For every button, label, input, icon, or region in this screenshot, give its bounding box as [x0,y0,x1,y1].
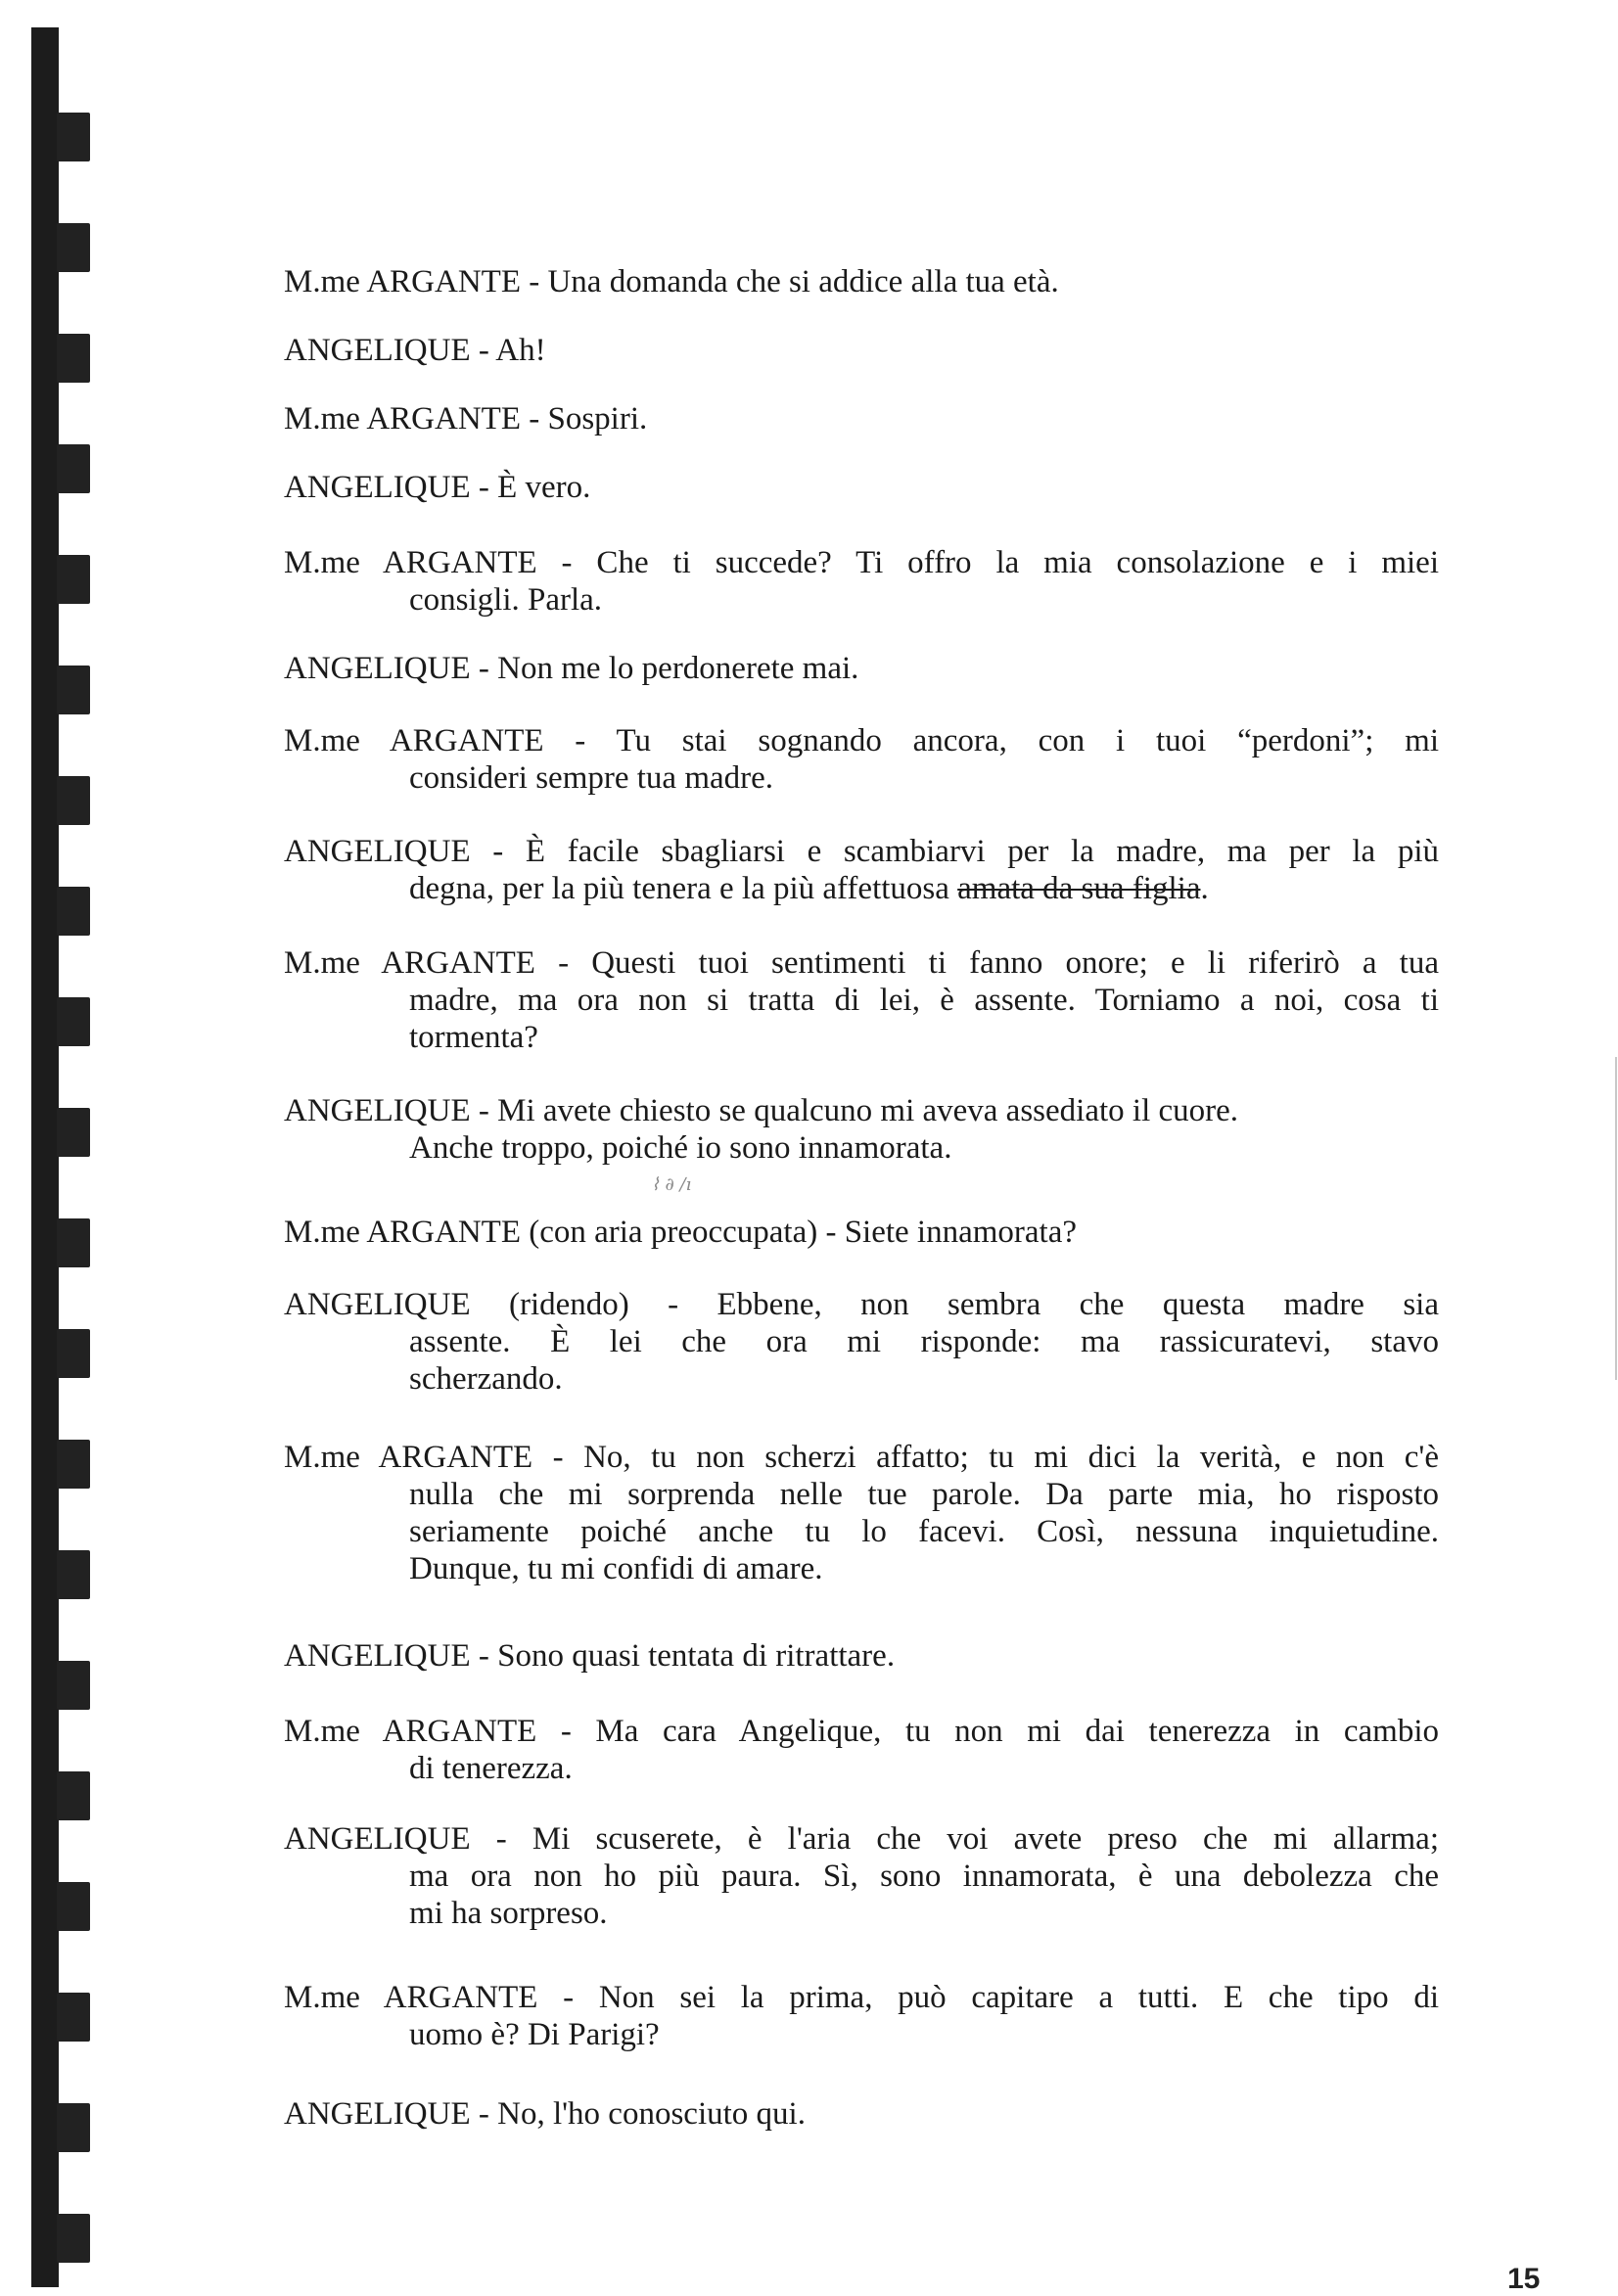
speech-line: M.me ARGANTE - Una domanda che si addice alla tua età. [284,264,1059,299]
speech-continuation-line: mi ha sorpreso. [409,1896,608,1931]
speech-continuation-line: degna, per la più tenera e la più affettuosa amata da sua figlia. [409,871,1209,906]
page-edge-line [1615,1057,1617,1380]
speech-continuation-line: madre, ma ora non si tratta di lei, è assente. Torniamo a noi, cosa ti [409,983,1439,1018]
binding-tooth [57,1661,90,1710]
speech-continuation-line: seriamente poiché anche tu lo facevi. Così, nessuna inquietudine. [409,1514,1439,1549]
binding-tooth [57,997,90,1046]
speech-line: M.me ARGANTE - Tu stai sognando ancora, con i tuoi “perdoni”; mi [284,723,1439,758]
speech-continuation-line: consideri sempre tua madre. [409,760,774,796]
speech-continuation-line: consigli. Parla. [409,582,603,618]
binding-tooth [57,2214,90,2263]
speech-line: ANGELIQUE - Non me lo perdonerete mai. [284,651,859,686]
speech-line: ANGELIQUE (ridendo) - Ebbene, non sembra che questa madre sia [284,1287,1439,1322]
speech-line: M.me ARGANTE - Non sei la prima, può capitare a tutti. E che tipo di [284,1980,1439,2015]
speech-line: ANGELIQUE - Mi scuserete, è l'aria che voi avete preso che mi allarma; [284,1821,1439,1857]
binding-tooth [57,223,90,272]
binding-tooth [57,1550,90,1599]
binding-tooth [57,334,90,383]
speech-continuation-line: nulla che mi sorprenda nelle tue parole. Da parte mia, ho risposto [409,1477,1439,1512]
speech-line: ANGELIQUE - Ah! [284,333,546,368]
binding-tooth [57,2103,90,2152]
speech-line: M.me ARGANTE - Che ti succede? Ti offro la mia consolazione e i miei [284,545,1439,580]
binding-tooth [57,1771,90,1820]
handwritten-annotation: ⌇ ∂ ∕ı [651,1174,692,1195]
speech-line: M.me ARGANTE - No, tu non scherzi affatto; tu mi dici la verità, e non c'è [284,1440,1439,1475]
speech-line: ANGELIQUE - No, l'ho conosciuto qui. [284,2096,806,2132]
binding-tooth [57,1993,90,2042]
speech-line: M.me ARGANTE (con aria preoccupata) - Siete innamorata? [284,1215,1078,1250]
speech-line: M.me ARGANTE - Ma cara Angelique, tu non mi dai tenerezza in cambio [284,1714,1439,1749]
binding-tooth [57,887,90,936]
speech-continuation-line: Dunque, tu mi confidi di amare. [409,1551,823,1586]
speech-continuation-line: Anche troppo, poiché io sono innamorata. [409,1130,952,1166]
binding-tooth [57,1108,90,1157]
binding-tooth [57,444,90,493]
binding-tooth [57,1882,90,1931]
binding-tooth [57,1440,90,1489]
page-number: 15 [1507,2263,1541,2295]
speech-line: ANGELIQUE - Mi avete chiesto se qualcuno mi aveva assediato il cuore. [284,1093,1239,1128]
speech-continuation-line: scherzando. [409,1361,563,1397]
speech-continuation-line: ma ora non ho più paura. Sì, sono innamorata, è una debolezza che [409,1859,1439,1894]
binding-tooth [57,1218,90,1267]
speech-line: ANGELIQUE - Sono quasi tentata di ritrattare. [284,1638,896,1674]
speech-continuation-line: tormenta? [409,1020,538,1055]
binding-tooth [57,666,90,714]
struck-through-text: amata da sua figlia [957,871,1201,906]
speech-continuation-line: assente. È lei che ora mi risponde: ma rassicuratevi, stavo [409,1324,1439,1359]
binding-tooth [57,1329,90,1378]
speech-line: M.me ARGANTE - Sospiri. [284,401,648,436]
speech-line: ANGELIQUE - È vero. [284,470,591,505]
speech-continuation-line: uomo è? Di Parigi? [409,2017,660,2052]
speech-continuation-line: di tenerezza. [409,1751,573,1786]
binding-tooth [57,113,90,161]
binding-tooth [57,555,90,604]
binding-tooth [57,776,90,825]
comb-binding [31,27,59,2287]
speech-line: M.me ARGANTE - Questi tuoi sentimenti ti fanno onore; e li riferirò a tua [284,945,1439,981]
speech-line: ANGELIQUE - È facile sbagliarsi e scambiarvi per la madre, ma per la più [284,834,1439,869]
